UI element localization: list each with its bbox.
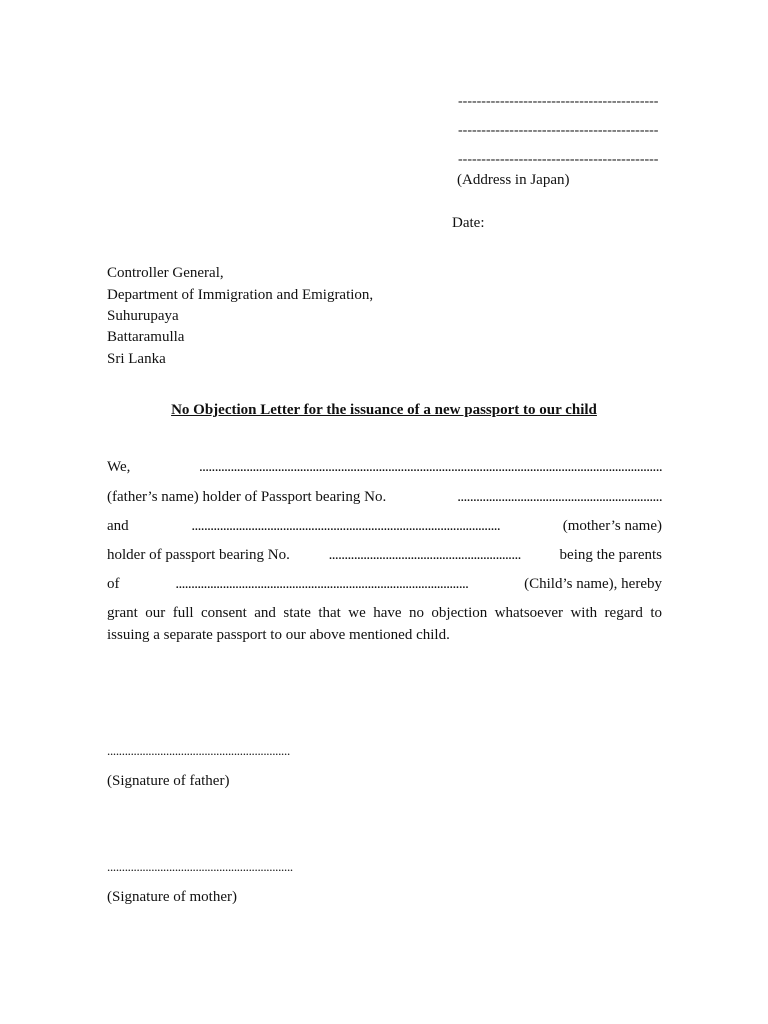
recipient-line-1: Controller General, [107, 265, 224, 281]
body-line-2 [107, 490, 662, 505]
father-signature-line: .............................................................. [107, 743, 290, 758]
body-line-2-fill: ................................................................. [457, 489, 662, 505]
mother-signature-line: ............................................................... [107, 859, 293, 874]
body-line-3 [107, 519, 662, 534]
recipient-line-5: Sri Lanka [107, 351, 166, 367]
body-line-5-fill: ............................................................................................. [175, 576, 469, 592]
body-line-7: issuing a separate passport to our above mentioned child. [107, 627, 450, 643]
letter-subject: No Objection Letter for the issuance of a new passport to our child [171, 402, 597, 418]
body-line-5-lead: of [107, 576, 120, 592]
body-line-1-lead: We, [107, 459, 131, 475]
address-line-2: ------------------------------------------- [458, 123, 659, 138]
body-line-1 [107, 460, 662, 475]
recipient-line-3: Suhurupaya [107, 308, 179, 324]
body-line-4 [107, 548, 662, 563]
body-line-4-tail: being the parents [559, 547, 662, 563]
body-line-1-fill: ................................................................................................................................................... [198, 459, 662, 475]
mother-signature-caption: (Signature of mother) [107, 889, 237, 905]
body-line-3-lead: and [107, 518, 129, 534]
recipient-line-4: Battaramulla [107, 329, 185, 345]
body-line-4-fill: ............................................................. [328, 547, 521, 563]
date-label: Date: [452, 215, 485, 231]
address-caption: (Address in Japan) [457, 172, 570, 188]
body-line-2-lead: (father’s name) holder of Passport bearing No. [107, 489, 387, 505]
body-line-4-lead: holder of passport bearing No. [107, 547, 290, 563]
address-line-3: ------------------------------------------- [458, 152, 659, 167]
body-line-3-fill: .................................................................................................. [191, 518, 501, 534]
father-signature-caption: (Signature of father) [107, 773, 230, 789]
body-line-3-tail: (mother’s name) [562, 518, 662, 534]
body-line-5 [107, 577, 662, 592]
address-line-1: ------------------------------------------- [458, 94, 659, 109]
body-line-5-tail: (Child’s name), hereby [524, 576, 662, 592]
recipient-line-2: Department of Immigration and Emigration, [107, 287, 374, 303]
body-line-6: grant our full consent and state that we have no objection whatsoever with regard to [107, 605, 662, 621]
